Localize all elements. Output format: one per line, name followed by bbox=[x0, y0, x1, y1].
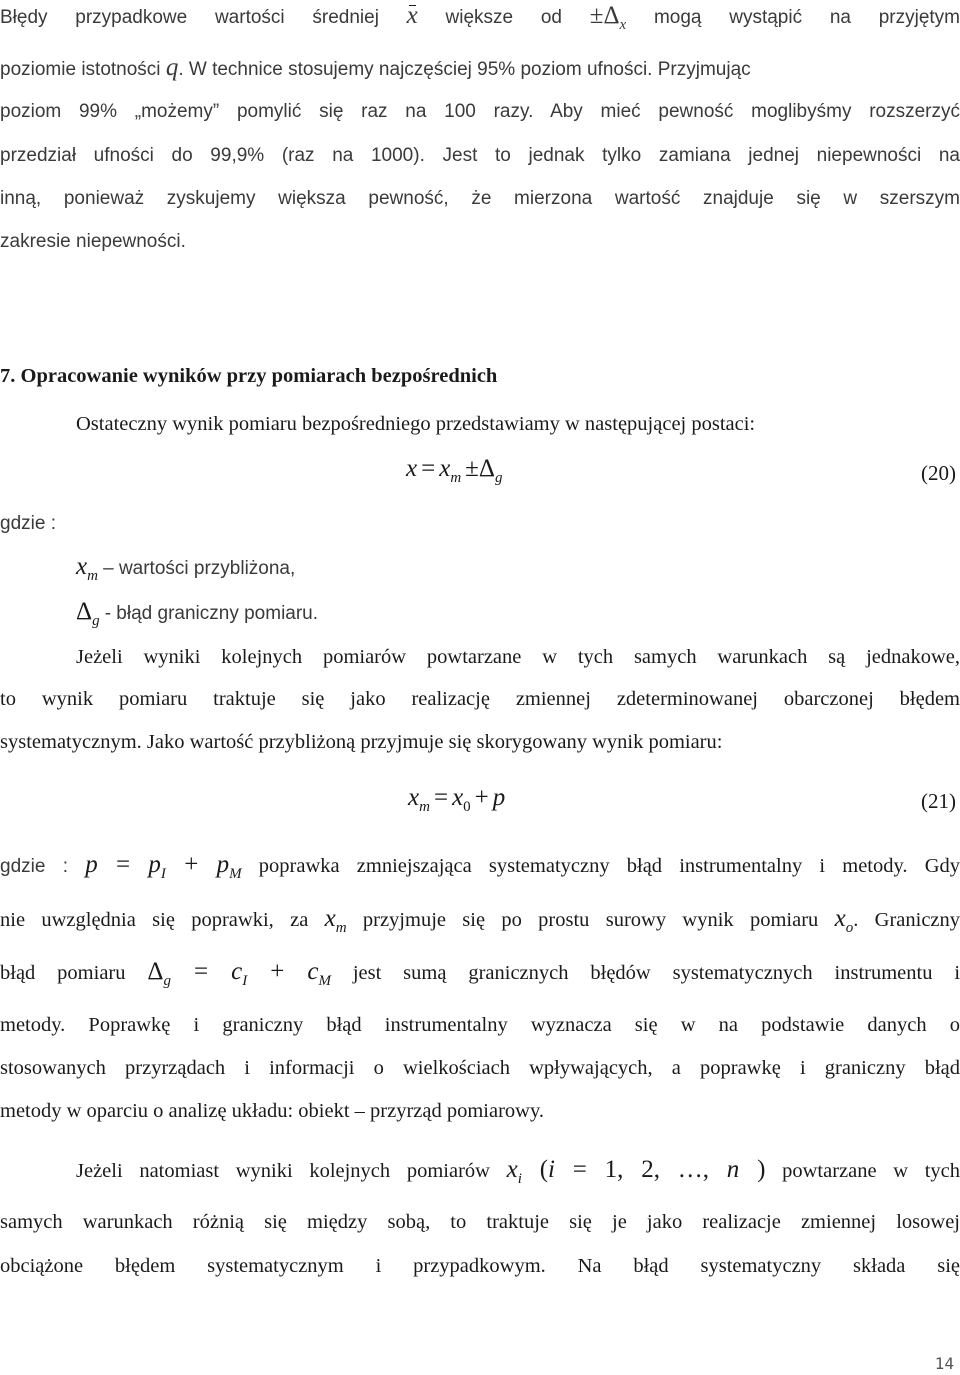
delta-g-equation: $\Delta_g = c_I + c_M$ bbox=[147, 958, 331, 989]
xi-equation: $x_i$ (i = 1, 2, …, n ) bbox=[506, 1156, 766, 1187]
section-intro: Ostateczny wynik pomiaru bezpośredniego przedstawiamy w następującej postaci: bbox=[76, 413, 756, 435]
equation-20: x = xm ±Δg bbox=[406, 455, 503, 486]
equation-20-number: (20) bbox=[921, 461, 956, 485]
xm-symbol: $x_m$ bbox=[76, 553, 98, 584]
para2-line-2: to wynik pomiaru traktuje się jako realizację zmiennej zdeterminowanej obarczonej błędem bbox=[0, 688, 960, 710]
para3-line-6: metody w oparciu o analizę układu: obiekt – przyrząd pomiarowy. bbox=[0, 1100, 545, 1122]
delta-g-symbol: $\Delta_g$ bbox=[76, 598, 100, 629]
para1-line-3: poziom 99% „możemy” pomylić się raz na 100 razy. Aby mieć pewność moglibyśmy rozszerzyć bbox=[0, 101, 960, 122]
gdzie-label: gdzie : bbox=[0, 513, 56, 534]
text: poziomie istotności bbox=[0, 59, 161, 80]
equation-21-number: (21) bbox=[921, 789, 956, 813]
para2-line-1: Jeżeli wyniki kolejnych pomiarów powtarzane w tych samych warunkach są jednakowe, bbox=[76, 646, 960, 668]
dash: – bbox=[103, 558, 119, 579]
section-heading: 7. Opracowanie wyników przy pomiarach bezpośrednich bbox=[0, 365, 498, 387]
para1-line-2 bbox=[0, 54, 960, 83]
para3-line-3 bbox=[0, 958, 960, 995]
text: mogą wystąpić na przyjętym bbox=[653, 7, 960, 28]
text: jest sumą granicznych błędów systematycznych instrumentu i bbox=[352, 962, 960, 984]
text: wartości przybliżona, bbox=[118, 558, 296, 579]
para2-line-3: systematycznym. Jako wartość przybliżoną przyjmuje się skorygowany wynik pomiaru: bbox=[0, 731, 723, 753]
text: - błąd graniczny pomiaru. bbox=[104, 603, 319, 624]
text: . W technice stosujemy najczęściej 95% poziom ufności. Przyjmując bbox=[178, 59, 751, 80]
para3-line-4: metody. Poprawkę i graniczny błąd instrumentalny wyznacza się w na podstawie danych o bbox=[0, 1014, 960, 1036]
text: powtarzane w tych bbox=[782, 1160, 960, 1182]
para4-line-2: samych warunkach różnią się między sobą, to traktuje się je jako realizacje zmiennej losowej bbox=[0, 1211, 960, 1233]
plus-minus-delta-symbol: $\pm\Delta_x$ bbox=[589, 2, 627, 33]
text: Błędy przypadkowe wartości średniej bbox=[0, 7, 379, 28]
para4-line-1 bbox=[76, 1156, 960, 1193]
para1-line-5: inną, ponieważ zyskujemy większa pewność, że mierzona wartość znajduje się w szerszym bbox=[0, 188, 960, 209]
text: Jeżeli natomiast wyniki kolejnych pomiarów bbox=[76, 1160, 490, 1182]
p-equation: $p = p_I + p_M$ bbox=[85, 851, 242, 882]
text: nie uwzględnia się poprawki, za bbox=[0, 909, 309, 931]
page-number: 14 bbox=[934, 1354, 954, 1373]
text: większe od bbox=[445, 7, 562, 28]
text: . Graniczny bbox=[853, 909, 960, 931]
text: poprawka zmniejszająca systematyczny błąd instrumentalny i metody. Gdy bbox=[258, 855, 960, 877]
text: gdzie : bbox=[0, 856, 69, 877]
text: przyjmuje się po prostu surowy wynik pomiaru bbox=[362, 909, 819, 931]
text: błąd pomiaru bbox=[0, 962, 126, 984]
para1-line-4: przedział ufności do 99,9% (raz na 1000). Jest to jednak tylko zamiana jednej niepewności na bbox=[0, 145, 960, 166]
equation-21: xm = x0 + p bbox=[408, 784, 506, 815]
definition-delta-g bbox=[76, 598, 956, 635]
para1-line-6: zakresie niepewności. bbox=[0, 231, 186, 252]
para3-line-2 bbox=[0, 905, 960, 942]
q-symbol: q bbox=[165, 54, 179, 81]
para3-line-5: stosowanych przyrządach i informacji o wielkościach wpływających, a poprawkę i graniczny błąd bbox=[0, 1057, 960, 1079]
definition-xm bbox=[76, 553, 956, 590]
xo-symbol: $x_o$ bbox=[834, 905, 854, 936]
para4-line-3: obciążone błędem systematycznym i przypadkowym. Na błąd systematyczny składa się bbox=[0, 1255, 960, 1277]
para1-line-1 bbox=[0, 2, 960, 39]
para3-line-1 bbox=[0, 851, 960, 888]
xm-symbol: $x_m$ bbox=[324, 905, 347, 936]
x-bar-symbol: x bbox=[406, 2, 418, 29]
